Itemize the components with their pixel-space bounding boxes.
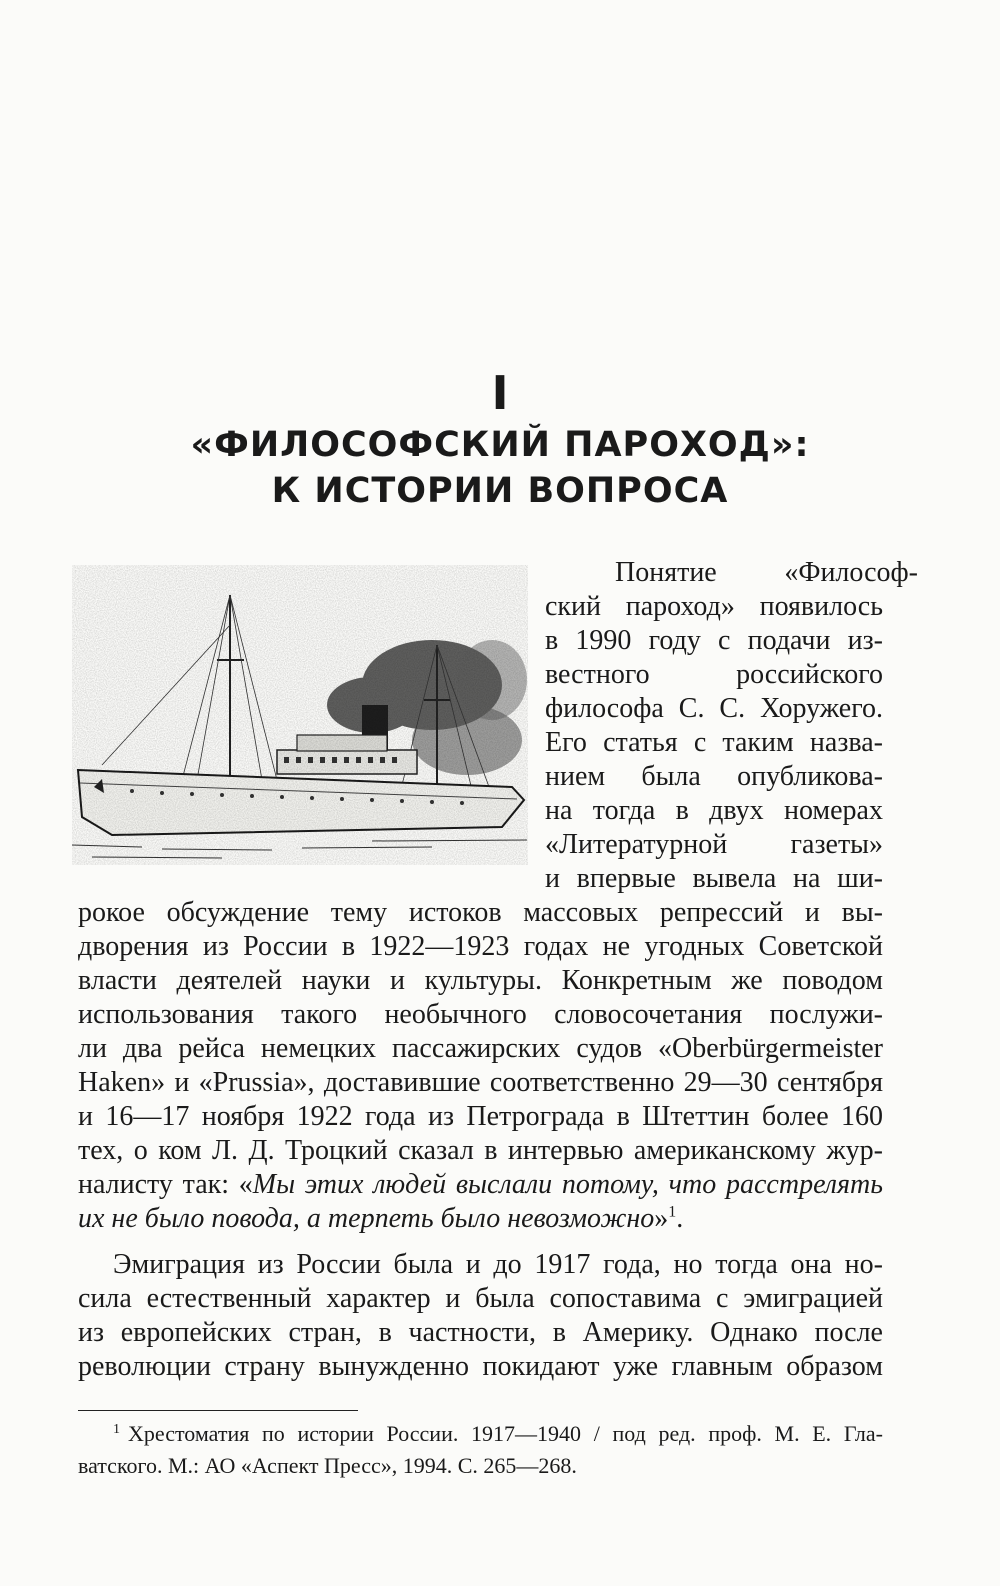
- body-line: на тогда в двух номерах: [545, 795, 883, 826]
- body-line: Эмиграция из России была и до 1917 года, но тогда она но-: [113, 1249, 883, 1280]
- footnote-text-1: Хрестоматия по истории России. 1917—1940 / под ред. проф. М. Е. Гла-: [128, 1421, 883, 1446]
- quote-end: .: [676, 1203, 684, 1234]
- body-line: в 1990 году с подачи из-: [545, 625, 883, 656]
- body-line: дворения из России в 1922—1923 годах не угодных Советской: [78, 931, 883, 962]
- chapter-title-line-2: К ИСТОРИИ ВОПРОСА: [271, 471, 729, 511]
- body-line: и впервые вывела на ши-: [545, 863, 883, 894]
- body-line: ли два рейса немецких пассажирских судов «Oberbürgermeister: [78, 1033, 883, 1064]
- quote-close: »: [654, 1203, 669, 1234]
- footnote-reference[interactable]: 1: [668, 1203, 677, 1221]
- body-line: власти деятелей науки и культуры. Конкретным же поводом: [78, 965, 883, 996]
- trotsky-quote-part1: Мы этих людей выслали потому, что расстрелять: [252, 1169, 883, 1200]
- trotsky-quote-part2: их не было повода, а терпеть было невозможно: [78, 1203, 655, 1234]
- footnote-mark: 1: [113, 1421, 120, 1437]
- body-line: революции страну вынужденно покидают уже главным образом: [78, 1351, 883, 1382]
- body-line: Haken» и «Prussia», доставившие соответственно 29—30 сентября: [78, 1067, 883, 1098]
- body-line: Понятие «Философ-: [615, 557, 918, 588]
- chapter-title: [0, 422, 1000, 514]
- body-line: использования такого необычного словосочетания послужи-: [78, 999, 883, 1030]
- quote-line: [78, 1168, 883, 1202]
- quote-prefix: налисту так: «: [78, 1169, 253, 1200]
- body-line: Его статья с таким назва-: [545, 727, 883, 758]
- body-line: и 16—17 ноября 1922 года из Петрограда в Штеттин более 160: [78, 1101, 883, 1132]
- body-line: философа С. С. Хоружего.: [545, 693, 883, 724]
- chapter-number: I: [491, 366, 509, 420]
- body-line: тех, о ком Л. Д. Троцкий сказал в интервью американскому жур-: [78, 1135, 883, 1166]
- body-line: ский пароход» появилось: [545, 591, 883, 622]
- footnote-line-1: [113, 1418, 883, 1450]
- body-line: «Литературной газеты»: [545, 829, 883, 860]
- footnote-divider: [78, 1410, 358, 1411]
- body-line: рокое обсуждение тему истоков массовых репрессий и вы-: [78, 897, 883, 928]
- steamship-photo: [72, 565, 528, 865]
- body-line: сила естественный характер и была сопоставима с эмиграцией: [78, 1283, 883, 1314]
- body-line: нием была опубликова-: [545, 761, 883, 792]
- chapter-title-line-1: «ФИЛОСОФСКИЙ ПАРОХОД»:: [190, 425, 810, 465]
- body-line: из европейских стран, в частности, в Америку. Однако после: [78, 1317, 883, 1348]
- body-line: вестного российского: [545, 659, 883, 690]
- footnote-line-2: ватского. М.: АО «Аспект Пресс», 1994. С. 265—268.: [78, 1453, 577, 1478]
- quote-line: [78, 1202, 883, 1236]
